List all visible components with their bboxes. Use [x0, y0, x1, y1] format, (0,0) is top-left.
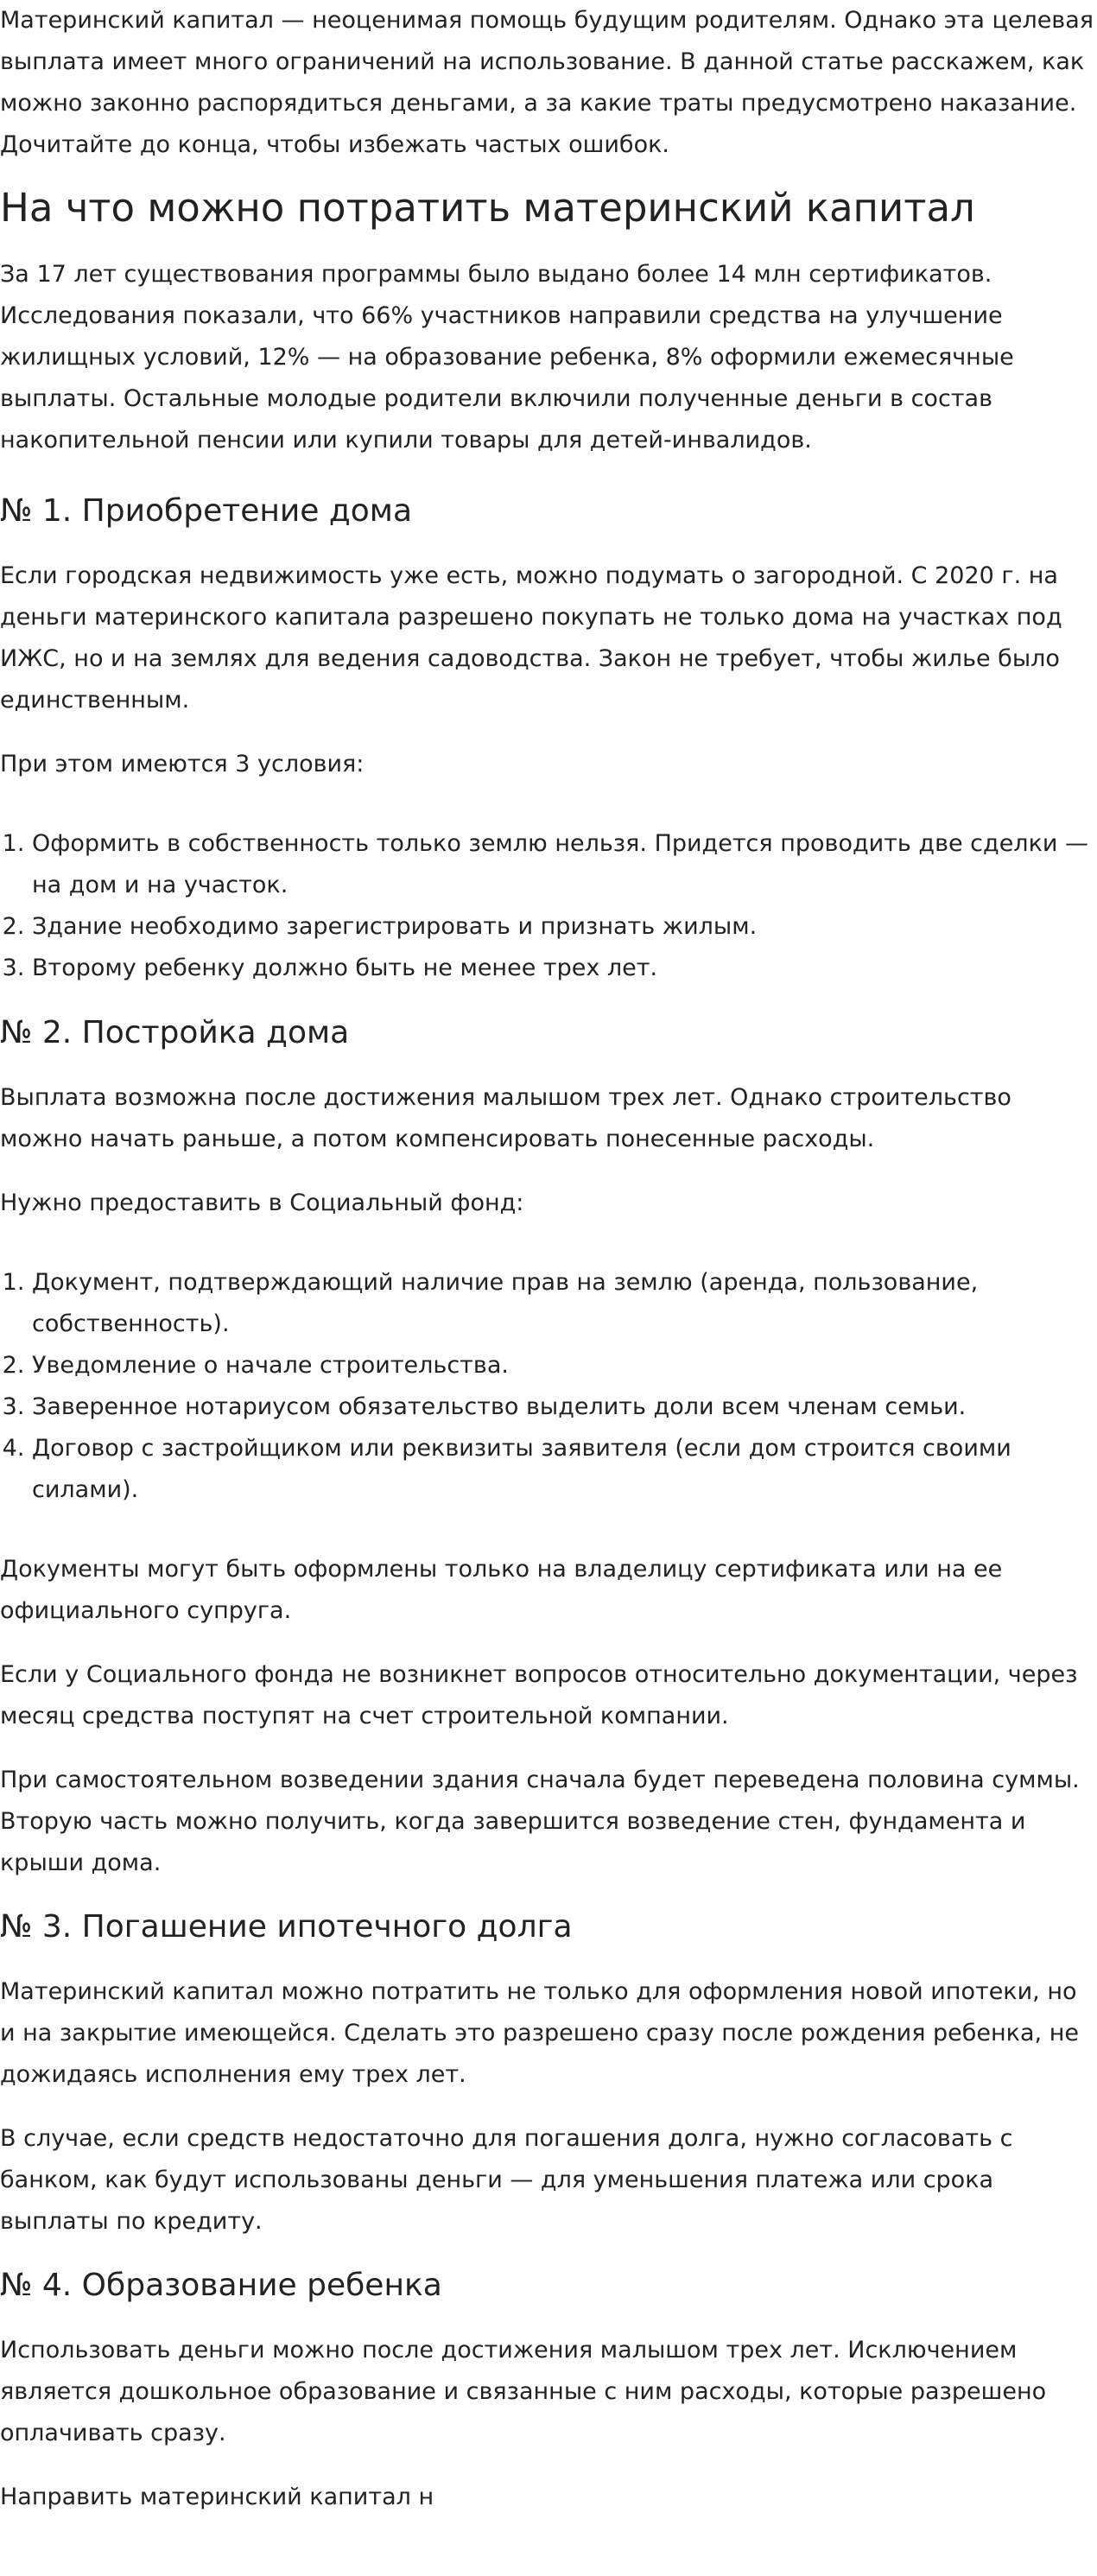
list-item: 1. Оформить в собственность только землю нельзя. Придется проводить две сделки — на дом и на участок. — [32, 823, 1097, 906]
list-item: 2. Уведомление о начале строительства. — [32, 1345, 1097, 1386]
main-heading: На что можно потратить материнский капитал — [0, 185, 975, 231]
section1-paragraph-1: Если городская недвижимость уже есть, можно подумать о загородной. С 2020 г. на деньги материнского капитала разрешено покупать не только дома на участках под ИЖС, но и на землях для ведения садоводства. Закон не требует, чтобы жилье было единственным. — [0, 562, 1062, 714]
list-item: 3. Второму ребенку должно быть не менее трех лет. — [32, 948, 1097, 989]
main-paragraph: За 17 лет существования программы было выдано более 14 млн сертификатов. Исследования показали, что 66% участников направили средства на улучшение жилищных условий, 12% — на образование ребенка, 8% оформили ежемесячные выплаты. Остальные молодые родители включили полученные деньги в состав накопительной пенсии или купили товары для детей-инвалидов. — [0, 261, 1014, 454]
section2-paragraph-4: Если у Социального фонда не возникнет вопросов относительно документации, через месяц средства поступят на счет строительной компании. — [0, 1661, 1078, 1729]
section3-heading: № 3. Погашение ипотечного долга — [0, 1909, 573, 1945]
section4-paragraph-1: Использовать деньги можно после достижения малышом трех лет. Исключением является дошкольное образование и связанные с ним расходы, которые разрешено оплачивать сразу. — [0, 2337, 1047, 2446]
section1-list — [0, 823, 1097, 989]
list-item: 1. Документ, подтверждающий наличие прав на землю (аренда, пользование, собственность). — [32, 1262, 1097, 1345]
section2-paragraph-1: Выплата возможна после достижения малышом трех лет. Однако строительство можно начать раньше, а потом компенсировать понесенные расходы. — [0, 1084, 1011, 1152]
list-item: 2. Здание необходимо зарегистрировать и признать жилым. — [32, 906, 1097, 948]
list-item: 4. Договор с застройщиком или реквизиты заявителя (если дом строится своими силами). — [32, 1428, 1097, 1511]
section2-heading: № 2. Постройка дома — [0, 1015, 350, 1050]
section2-paragraph-5: При самостоятельном возведении здания сначала будет переведена половина суммы. Вторую часть можно получить, когда завершится возведение стен, фундамента и крыши дома. — [0, 1767, 1080, 1876]
section1-paragraph-2: При этом имеются 3 условия: — [0, 751, 365, 777]
section3-paragraph-2: В случае, если средств недостаточно для погашения долга, нужно согласовать с банком, как будут использованы деньги — для уменьшения платежа или срока выплаты по кредиту. — [0, 2125, 1013, 2235]
section4-paragraph-2: Направить материнский капитал н — [0, 2484, 434, 2510]
section2-paragraph-2: Нужно предоставить в Социальный фонд: — [0, 1190, 524, 1216]
section2-list — [0, 1262, 1097, 1511]
intro-paragraph: Материнский капитал — неоценимая помощь будущим родителям. Однако эта целевая выплата имеет много ограничений на использование. В данной статье расскажем, как можно законно распорядиться деньгами, а за какие траты предусмотрено наказание. Дочитайте до конца, чтобы избежать частых ошибок. — [0, 7, 1094, 158]
section4-heading: № 4. Образование ребенка — [0, 2268, 442, 2303]
section3-paragraph-1: Материнский капитал можно потратить не только для оформления новой ипотеки, но и на закрытие имеющейся. Сделать это разрешено сразу после рождения ребенка, не дожидаясь исполнения ему трех лет. — [0, 1978, 1079, 2088]
section1-heading: № 1. Приобретение дома — [0, 493, 412, 529]
section2-paragraph-3: Документы могут быть оформлены только на владелицу сертификата или на ее официального супруга. — [0, 1556, 1003, 1624]
list-item: 3. Заверенное нотариусом обязательство выделить доли всем членам семьи. — [32, 1386, 1097, 1428]
